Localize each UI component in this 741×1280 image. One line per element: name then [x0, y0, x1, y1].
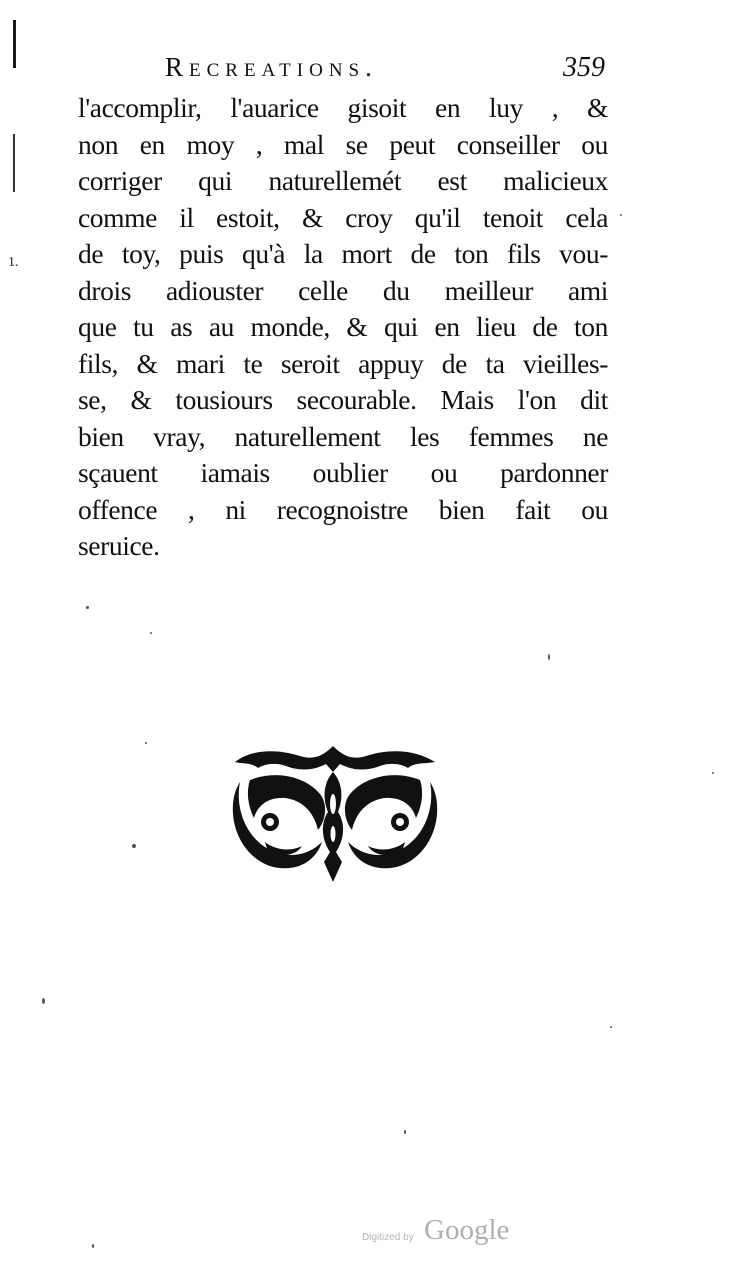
paper-speck: [620, 214, 622, 216]
paper-speck: [86, 606, 89, 609]
fleuron-ornament-icon: [230, 742, 440, 887]
paper-speck: [610, 1026, 612, 1028]
text-line: drois adiouster celle du meilleur ami: [78, 274, 608, 306]
text-line: seruice.: [78, 530, 160, 561]
text-line: sçauent iamais oublier ou pardonner: [78, 457, 608, 488]
paper-speck: [92, 1244, 94, 1248]
page-edge-mark: [13, 134, 15, 192]
text-line: comme il estoit, & croy qu'il tenoit cela: [78, 201, 608, 233]
paper-speck: [132, 844, 136, 848]
body-text: [78, 90, 608, 565]
google-logo: Google: [424, 1214, 510, 1246]
paper-speck: [712, 772, 714, 774]
paper-speck: [404, 1130, 406, 1134]
google-watermark: [362, 1214, 522, 1254]
paper-speck: [548, 654, 550, 660]
text-line: de toy, puis qu'à la mort de ton fils vou-: [78, 238, 608, 269]
running-head: [165, 52, 605, 92]
running-title: Recreations.: [165, 52, 378, 82]
paper-speck: [150, 632, 152, 634]
text-line: bien vray, naturellement les femmes ne: [78, 420, 608, 452]
text-line: se, & tousiours secourable. Mais l'on dit: [78, 384, 608, 415]
text-line: que tu as au monde, & qui en lieu de ton: [78, 311, 608, 342]
paper-speck: [145, 742, 147, 744]
margin-mark: 1.: [8, 255, 19, 270]
text-line: offence , ni recognoistre bien fait ou: [78, 493, 608, 525]
page-edge-mark: [13, 20, 16, 68]
page-number: 359: [563, 52, 605, 83]
text-line: non en moy , mal se peut conseiller ou: [78, 128, 608, 160]
digitized-label: Digitized by: [362, 1232, 414, 1243]
text-line: l'accomplir, l'auarice gisoit en luy , &: [78, 92, 608, 123]
paper-speck: [42, 998, 45, 1004]
text-line: fils, & mari te seroit appuy de ta vieilles-: [78, 347, 608, 379]
text-line: corriger qui naturellemét est malicieux: [78, 165, 608, 196]
